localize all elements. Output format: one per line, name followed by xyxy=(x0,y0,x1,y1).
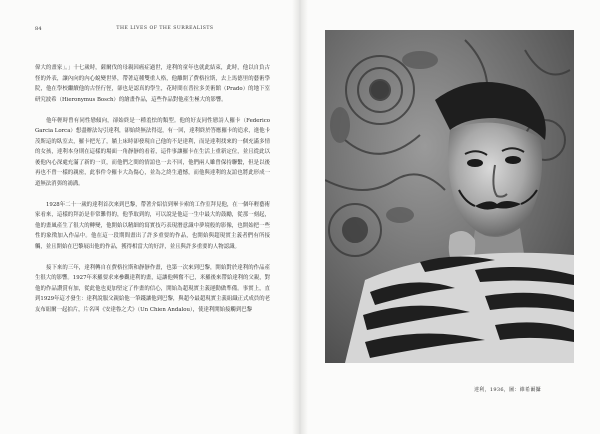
running-head: THE LIVES OF THE SURREALISTS xyxy=(116,26,214,31)
paragraph: 偉大的畫家」。」十七歲時，薩爾伐的母親因癌症過世，達利的童年也就此結束，此時，他以自負古怪的外表，讓內向的內心蛻變世界，帶著這種雙重人格，他離開了費格拉斯，去上馬德里的藝術學院，他在學校繼續他的古怪行徑，卻也是認真的學生，花時間在普拉多美術館（Prado）的地下室研究波希（Hieronymus Bosch）的繪畫作品，這些作品對他產生極大的影響。 xyxy=(35,65,270,103)
page-number: 84 xyxy=(35,26,42,32)
paragraph: 1928年二十一歲的達利首次來到巴黎，帶著介紹信到畢卡索的工作室拜見他，在一個年輕藝術家看來，這樣的拜訪是非常難得的，他爭取到的，可以說是他這一生中最大的鼓勵，從那一刻起，他的畫風產生了很大的轉變，他開始以精細的寫實技巧表現潛意識中夢境般的影像，也開始把一些性的象徵加入作品中。他在這一段期間畫出了許多重要的作品，也開始與超現實主義者們有所接觸，並且開始在巴黎展出他的作品，獲得相當大的好評，並且與許多重要的人物認識。 xyxy=(35,201,270,250)
portrait-image xyxy=(325,30,574,363)
paragraph: 接下來的三年，達利轉自在費格拉斯和靜靜作畫，也第一次來到巴黎，開始對於達利的作品產生很大的影響。1927年米羅要求來參觀達利的畫，這讓他興奮不已，米羅後來帶給達利的父親，對他的作品讚賞有加，從此他也更加堅定了作畫的信心，開始為超現實主義運動做準備。事實上，直到1929年這才發生：達利說服父親給他一筆錢讓他到巴黎，與超今最超現實主義組織正式成員的老友布紐爾一起拍片，片名叫《安達魯之犬》（Un Chien Andalou），使達利開始接觸到巴黎 xyxy=(35,264,270,313)
body-text xyxy=(35,63,270,326)
paragraph: 他年輕時曾有同性戀傾向，卻始終是一種羞怯的類型。他的好友同性戀詩人羅卡（Federico Garcia Lorca）想盡辦法勾引達利，卻始終無法得逞，有一回，達利終於答應羅卡的追求，進他卡茂斯這的臥室去，羅卡把光了，躺上床時卻發現自己他的不是達利，而是達利找來的一個充滿多情的女孩，達利本身則在這樣的場面一角靜靜的看着，這件事讓羅卡在生活上重新定位，並且從此以後他內心深處充滿了新的一頁，而他們之間的情誼也一去不回，他們兩人雖曾保持聯繫，但是以後再也不曾一樣的親密，此事件令羅卡大為傷心，並為之終生遺憾，而他與達利的友誼也將此形成一道無法消弭的鴻溝。 xyxy=(35,117,270,187)
photo-caption: 達利，1936，圖：維希爾攝 xyxy=(474,387,541,393)
portrait-photo xyxy=(325,30,574,363)
book-gutter xyxy=(292,0,308,434)
